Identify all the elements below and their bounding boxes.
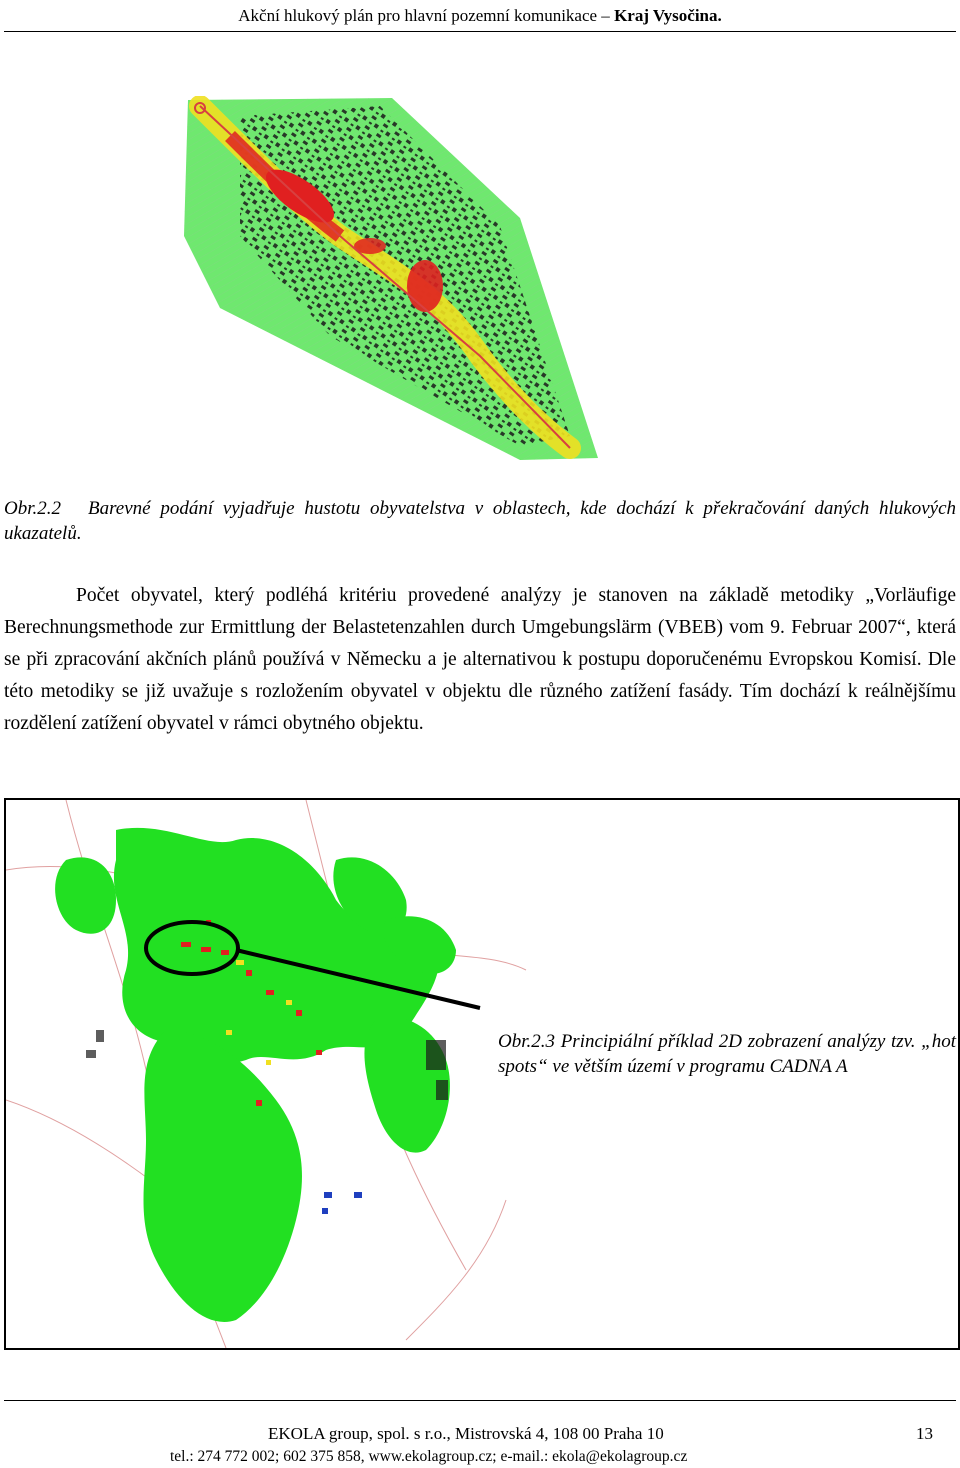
- noise-map-figure-1: [180, 96, 600, 462]
- footer-address: EKOLA group, spol. s r.o., Mistrovská 4, 108 00 Praha 10: [268, 1424, 664, 1443]
- footer-divider: [4, 1400, 956, 1401]
- figure-1-caption: [4, 496, 956, 546]
- page-header: [0, 6, 960, 26]
- header-region: Kraj Vysočina.: [614, 6, 722, 25]
- hotspot-2: [407, 260, 443, 312]
- body-paragraph-text: Počet obyvatel, který podléhá kritériu provedené analýzy je stanoven na základě metodiky „Vorläufige Berechnungsmethode zur Ermittlung der Belastetenzahlen durch Umgebungslärm (VBEB) vom 9. Februar 2007“, která se při zpracování akčních plánů používá v Německu a je alternativou k postupu doporučenému Evropskou Komisí. Dle této metodiky se již uvažuje s rozložením obyvatel v objektu dle různého zatížení fasády. Tím dochází k reálnějšímu rozdělení zatížení obyvatel v rámci obytného objektu.: [4, 585, 956, 734]
- footer-contact: tel.: 274 772 002; 602 375 858, www.ekolagroup.cz; e-mail.: ekola@ekolagroup.cz: [170, 1448, 688, 1465]
- page-number: 13: [916, 1424, 933, 1443]
- figure-1-number: Obr.2.2: [4, 498, 62, 519]
- figure-1-caption-text: Barevné podání vyjadřuje hustotu obyvatelstva v oblastech, kde dochází k překračování daných hlukových ukazatelů.: [4, 498, 956, 544]
- hotspots-figure-2: [4, 798, 960, 1350]
- header-text: Akční hlukový plán pro hlavní pozemní komunikace –: [238, 6, 610, 25]
- figure-2-caption: Obr.2.3 Principiální příklad 2D zobrazení analýzy tzv. „hot spots“ ve větším území v programu CADNA A: [498, 1031, 956, 1077]
- small-blue-markers: [322, 1192, 362, 1214]
- populated-areas: [55, 828, 456, 1322]
- body-paragraph: [4, 580, 956, 740]
- header-divider: [4, 31, 956, 32]
